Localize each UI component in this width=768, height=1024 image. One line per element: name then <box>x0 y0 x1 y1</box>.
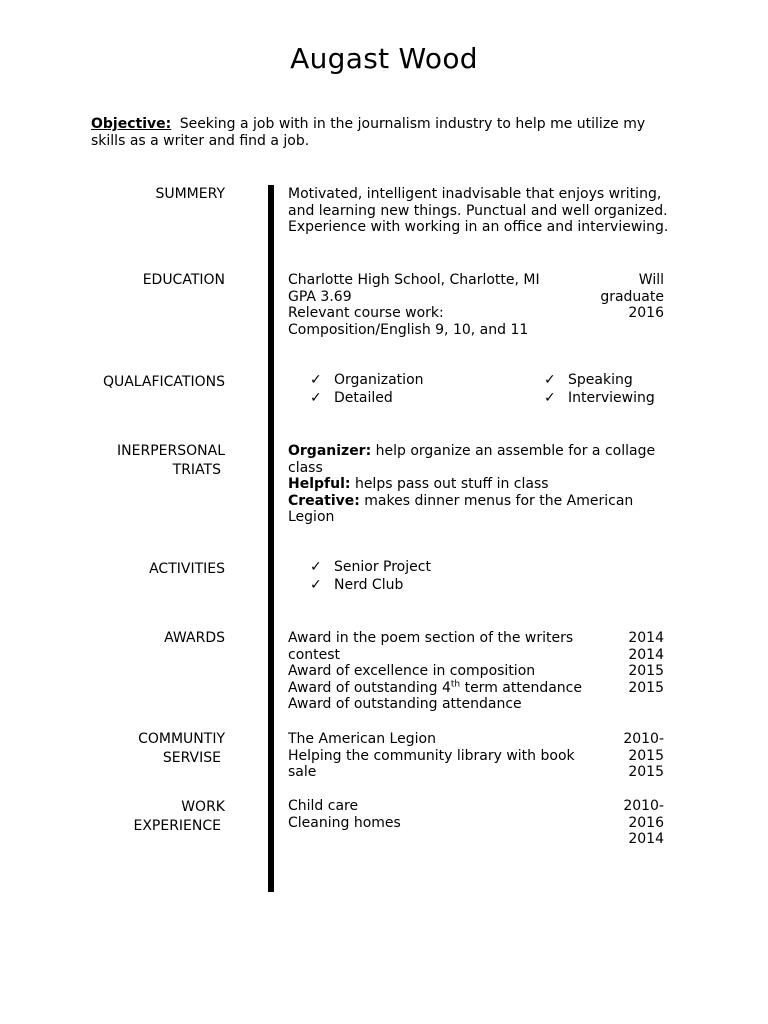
trait-line: Legion <box>288 509 335 526</box>
objective-label: Objective: <box>91 116 172 132</box>
awards-list <box>288 630 582 713</box>
list-item: ✓ Senior Project <box>310 559 431 575</box>
interpersonal-traits <box>288 443 655 526</box>
trait-line: Organizer: help organize an assemble for a collage <box>288 443 656 459</box>
work-year: 2010- <box>623 798 664 814</box>
award-line: Award in the poem section of the writers <box>288 630 574 646</box>
education-line: Charlotte High School, Charlotte, MI <box>288 272 540 288</box>
award-year: 2015 <box>628 679 664 696</box>
objective-paragraph <box>91 116 661 150</box>
education-details <box>288 272 540 338</box>
community-year: 2015 <box>628 764 664 781</box>
community-years <box>623 731 664 781</box>
community-heading: COMMUNTIY SERVISE <box>138 731 225 766</box>
work-line: Child care <box>288 798 359 814</box>
summary-heading: SUMMERY <box>155 186 225 202</box>
award-line: Award of excellence in composition <box>288 663 536 680</box>
summary-line: Motivated, intelligent inadvisable that enjoys writing, <box>288 186 662 202</box>
check-icon: ✓ <box>310 390 322 406</box>
work-year: 2014 <box>628 831 664 848</box>
education-graduation <box>600 272 664 322</box>
community-year: 2015 <box>628 747 664 764</box>
trait-line: class <box>288 459 323 476</box>
awards-heading: AWARDS <box>164 630 225 646</box>
trait-line: Helpful: helps pass out stuff in class <box>288 476 549 493</box>
community-line: The American Legion <box>288 731 436 747</box>
check-icon: ✓ <box>544 372 556 388</box>
check-icon: ✓ <box>310 559 322 575</box>
work-list <box>288 798 401 831</box>
summary-text <box>288 186 668 236</box>
work-year: 2016 <box>628 814 664 831</box>
graduation-line: 2016 <box>628 305 664 322</box>
qualifications-col2 <box>544 371 655 407</box>
activities-list <box>310 558 431 594</box>
summary-line: Experience with working in an office and interviewing. <box>288 219 669 236</box>
check-icon: ✓ <box>310 372 322 388</box>
community-line: Helping the community library with book <box>288 747 575 764</box>
interpersonal-heading: INERPERSONAL TRIATS <box>117 443 225 478</box>
check-icon: ✓ <box>310 577 322 593</box>
education-line: GPA 3.69 <box>288 288 352 305</box>
objective-text: Seeking a job with in the journalism industry to help me utilize my skills as a writer and find a job. <box>91 116 646 149</box>
list-item: ✓ Detailed <box>310 390 393 406</box>
trait-line: Creative: makes dinner menus for the American <box>288 492 634 509</box>
list-item: ✓ Interviewing <box>544 390 655 406</box>
list-item: ✓ Nerd Club <box>310 577 404 593</box>
education-line: Composition/English 9, 10, and 11 <box>288 321 529 338</box>
qualifications-col1 <box>310 371 424 407</box>
community-list <box>288 731 575 781</box>
section-divider-line <box>268 185 274 892</box>
award-line: Award of outstanding 4th term attendance <box>288 679 582 696</box>
award-line: contest <box>288 646 341 663</box>
activities-heading: ACTIVITIES <box>149 561 225 577</box>
award-year: 2014 <box>628 646 664 663</box>
award-line: Award of outstanding attendance <box>288 696 522 713</box>
award-year: 2014 <box>628 630 664 646</box>
award-year: 2015 <box>628 663 664 680</box>
qualifications-heading: QUALAFICATIONS <box>102 374 225 390</box>
list-item: ✓ Organization <box>310 372 424 388</box>
work-line: Cleaning homes <box>288 814 401 831</box>
summary-line: and learning new things. Punctual and well organized. <box>288 202 668 219</box>
awards-years <box>628 630 664 696</box>
list-item: ✓ Speaking <box>544 372 633 388</box>
check-icon: ✓ <box>544 390 556 406</box>
graduation-line: graduate <box>600 288 664 305</box>
work-years <box>623 798 664 848</box>
work-heading: WORK EXPERIENCE <box>133 799 225 834</box>
education-line: Relevant course work: <box>288 305 444 322</box>
community-year: 2010- <box>623 731 664 747</box>
community-line: sale <box>288 764 317 781</box>
resume-name: Augast Wood <box>290 42 478 75</box>
graduation-line: Will <box>638 272 664 288</box>
education-heading: EDUCATION <box>142 272 225 288</box>
